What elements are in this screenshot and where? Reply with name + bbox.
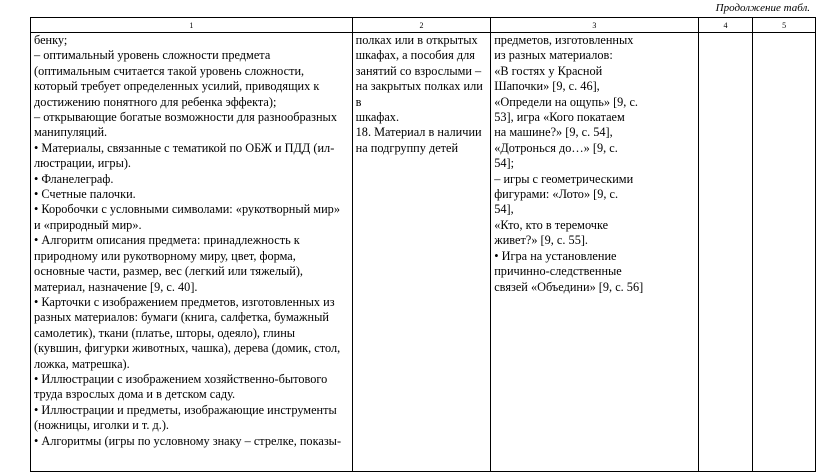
col1-text-line: природному или рукотворному миру, цвет, форма, <box>34 248 296 263</box>
col2-text-line: занятий со взрослыми – <box>355 63 482 78</box>
col1-text-line: • Алгоритм описания предмета: принадлежность к <box>34 233 300 248</box>
col1-text-line: • Иллюстрации с изображением хозяйственно-бытового <box>34 371 328 386</box>
header-cell-3: 3 <box>491 18 698 33</box>
col2-text-line: шкафах. <box>355 110 400 125</box>
col3-text-line: «Дотронься до…» [9, с. <box>494 140 618 155</box>
col1-text-line: бенку; <box>34 33 68 47</box>
header-cell-1: 1 <box>31 18 353 33</box>
col1-text-line: (оптимальным считается такой уровень сложности, <box>34 63 305 78</box>
col3-text-line: – игры с геометрическими <box>494 171 634 186</box>
col3-text-line: связей «Объедини» [9, с. 56] <box>494 279 644 294</box>
col2-text-line: на подгруппу детей <box>355 140 459 155</box>
col3-text-line: из разных материалов: <box>494 48 613 63</box>
col1-text-line: основные части, размер, вес (легкий или тяжелый), <box>34 264 304 279</box>
col1-text-line: • Иллюстрации и предметы, изображающие инструменты <box>34 402 337 417</box>
col1-text-line: – открывающие богатые возможности для разнообразных <box>34 110 337 125</box>
col1-text-line: (кувшин, фигурки животных, чашка), дерева (домик, стол, <box>34 341 341 356</box>
column-1-cell <box>31 33 353 472</box>
col2-text-line: полках или в открытых <box>355 33 478 47</box>
col1-text-line: труда взрослых дома и в детском саду. <box>34 387 236 402</box>
col1-text-line: разных материалов: бумаги (книга, салфетка, бумажный <box>34 310 329 325</box>
col3-text-line: Шапочки» [9, с. 46], <box>494 79 600 94</box>
col1-text-line: • Коробочки с условными символами: «рукотворный мир» <box>34 202 340 217</box>
col3-text-line: • Игра на установление <box>494 248 617 263</box>
column-2-cell <box>352 33 491 472</box>
col3-text-line: «Кто, кто в теремочке <box>494 217 609 232</box>
col1-text-line: материал, назначение [9, с. 40]. <box>34 279 198 294</box>
col2-text-line: шкафах, а пособия для <box>355 48 475 63</box>
col3-text-line: живет?» [9, с. 55]. <box>494 233 589 248</box>
col1-text-line: – оптимальный уровень сложности предмета <box>34 48 271 63</box>
col1-text-line: самолетик), ткани (платье, шторы, одеяло), глины <box>34 325 296 340</box>
col1-text-line: и «природный мир». <box>34 217 142 232</box>
col1-text-line: люстрации, игры). <box>34 156 132 171</box>
col1-text-line: манипуляций. <box>34 125 108 140</box>
header-cell-5: 5 <box>753 18 816 33</box>
col3-text-line: 53], игра «Кого покатаем <box>494 110 625 125</box>
col2-text-line: на закрытых полках или в <box>355 79 483 109</box>
col3-text-line: 54]; <box>494 156 515 171</box>
col1-text-line: • Карточки с изображением предметов, изготовленных из <box>34 294 335 309</box>
header-cell-2: 2 <box>352 18 491 33</box>
header-row <box>31 18 816 33</box>
column-3-cell <box>491 33 698 472</box>
col1-text-line: • Фланелеграф. <box>34 171 114 186</box>
col1-text-line: • Алгоритмы (игры по условному знаку – стрелке, показы- <box>34 433 342 448</box>
col3-text-line: «В гостях у Красной <box>494 63 603 78</box>
content-row <box>31 33 816 472</box>
col1-text-line: • Счетные палочки. <box>34 187 136 202</box>
col1-text-line: ложка, матрешка). <box>34 356 130 371</box>
col1-text-line: достижению понятного для ребенка эффекта); <box>34 94 277 109</box>
column-5-cell <box>753 33 816 472</box>
col3-text-line: «Определи на ощупь» [9, с. <box>494 94 638 109</box>
content-table <box>30 17 816 472</box>
col3-text-line: 54], <box>494 202 514 217</box>
col1-text-line: который требует определенных усилий, приводящих к <box>34 79 320 94</box>
col2-text-line: 18. Материал в наличии <box>355 125 482 140</box>
col1-text-line: • Материалы, связанные с тематикой по ОБЖ и ПДД (ил- <box>34 140 335 155</box>
col3-text-line: предметов, изготовленных <box>494 33 634 47</box>
col3-text-line: фигурами: «Лото» [9, с. <box>494 187 619 202</box>
col1-text-line: (ножницы, иголки и т. д.). <box>34 418 169 433</box>
col3-text-line: на машине?» [9, с. 54], <box>494 125 613 140</box>
column-4-cell <box>698 33 753 472</box>
table-continuation-caption: Продолжение табл. <box>715 2 810 14</box>
header-cell-4: 4 <box>698 18 753 33</box>
col3-text-line: причинно-следственные <box>494 264 622 279</box>
